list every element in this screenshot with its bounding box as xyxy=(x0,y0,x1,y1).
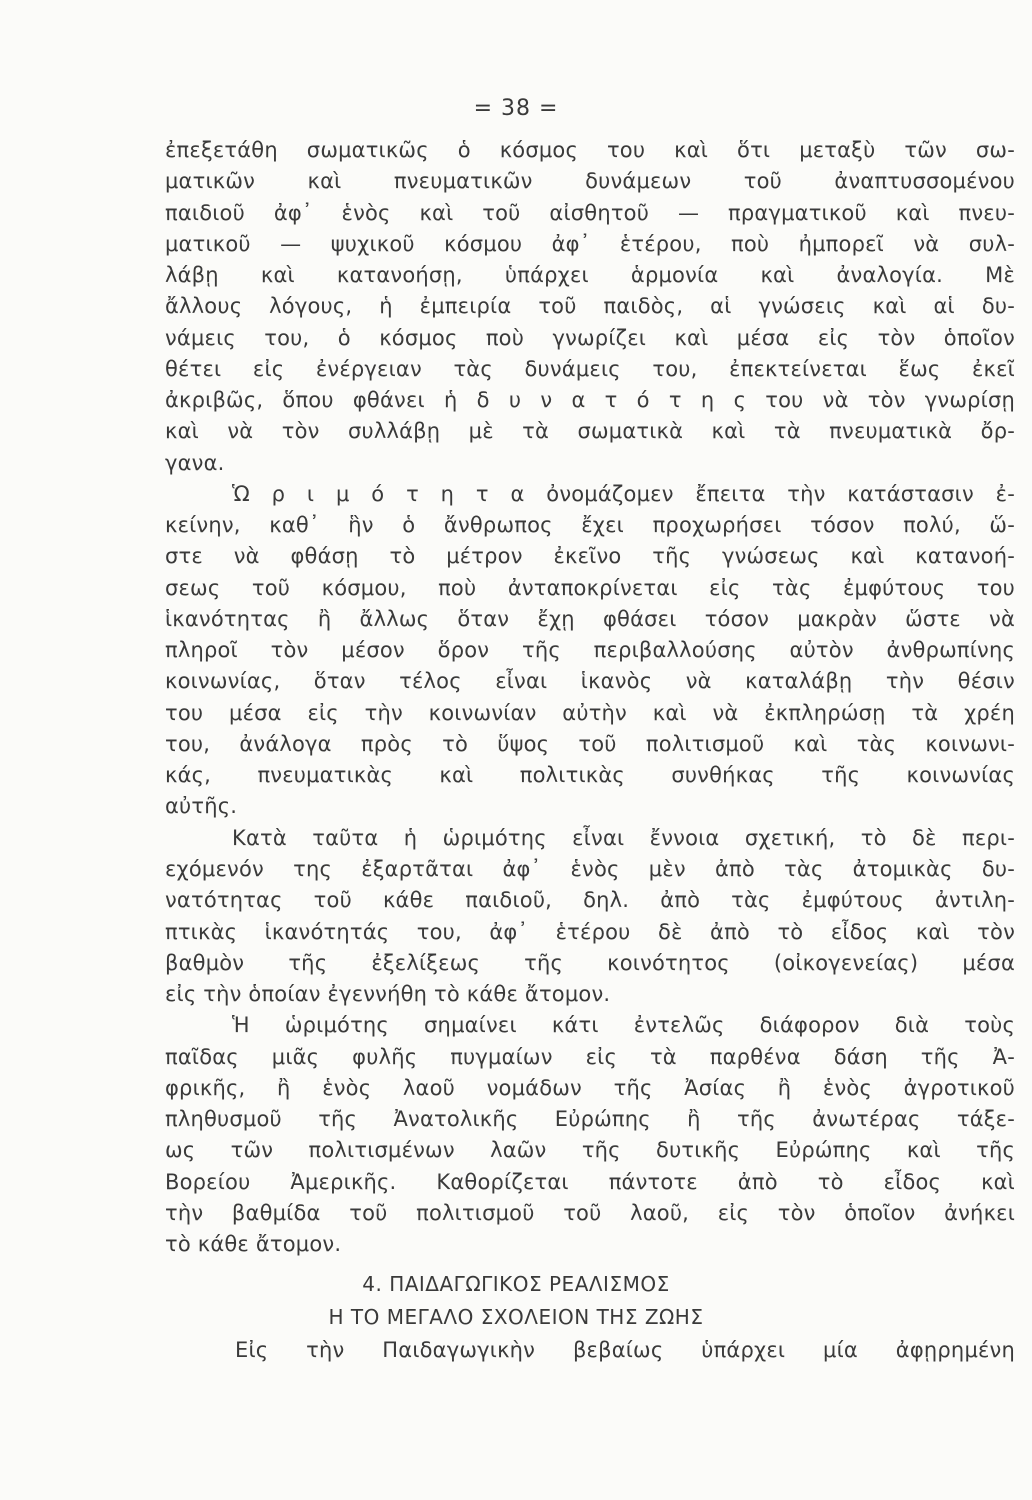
text-line: εχόμενόν της ἐξαρτᾶται ἀφ᾽ ἑνὸς μὲν ἀπὸ τὰς ἀτομικὰς δυ- xyxy=(165,856,1015,881)
text-line: τὴν βαθμίδα τοῦ πολιτισμοῦ τοῦ λαοῦ, εἰς τὸν ὁποῖον ἀνήκει xyxy=(165,1200,1015,1225)
text-line: ἄλλους λόγους, ἡ ἐμπειρία τοῦ παιδὸς, αἱ γνώσεις καὶ αἱ δυ- xyxy=(165,294,1015,319)
text-line: ματικῶν καὶ πνευματικῶν δυνάμεων τοῦ ἀναπτυσσομένου xyxy=(165,169,1015,194)
text-line: κείνην, καθ᾽ ἣν ὁ ἄνθρωπος ἔχει προχωρήσει τόσον πολύ, ὥ- xyxy=(165,513,1015,538)
text-line: ματικοῦ — ψυχικοῦ κόσμου ἀφ᾽ ἑτέρου, ποὺ ἠμπορεῖ νὰ συλ- xyxy=(165,231,1015,256)
text-line: ἱκανότητας ἢ ἄλλως ὅταν ἔχῃ φθάσει τόσον μακρὰν ὥστε νὰ xyxy=(165,606,1015,631)
text-line: ἀκριβῶς, ὅπου φθάνει ἡ δ υ ν α τ ό τ η ς του νὰ τὸν γνωρίσῃ xyxy=(165,388,1015,413)
text-line: πληροῖ τὸν μέσον ὅρον τῆς περιβαλλούσης αὐτὸν ἀνθρωπίνης xyxy=(165,638,1015,663)
text-line: πληθυσμοῦ τῆς Ἀνατολικῆς Εὐρώπης ἢ τῆς ἀνωτέρας τάξε- xyxy=(165,1107,1015,1132)
text-line: σεως τοῦ κόσμου, ποὺ ἀνταποκρίνεται εἰς τὰς ἐμφύτους του xyxy=(165,575,1015,600)
text-line: Βορείου Ἀμερικῆς. Καθορίζεται πάντοτε ἀπὸ τὸ εἶδος καὶ xyxy=(165,1169,1015,1194)
text-line: Ὡ ρ ι μ ό τ η τ α ὀνομάζομεν ἔπειτα τὴν κατάστασιν ἐ- xyxy=(232,481,1015,506)
final-text-line: Εἰς τὴν Παιδαγωγικὴν βεβαίως ὑπάρχει μία ἀφῃρημένη xyxy=(235,1338,1015,1362)
text-line: ως τῶν πολιτισμένων λαῶν τῆς δυτικῆς Εὐρώπης καὶ τῆς xyxy=(165,1138,1015,1163)
text-line: τὸ κάθε ἄτομον. xyxy=(165,1232,342,1257)
text-line: θέτει εἰς ἐνέργειαν τὰς δυνάμεις του, ἐπεκτείνεται ἕως ἐκεῖ xyxy=(165,356,1015,381)
text-line: Κατὰ ταῦτα ἡ ὡριμότης εἶναι ἔννοια σχετική, τὸ δὲ περι- xyxy=(232,825,1015,850)
text-line: φρικῆς, ἢ ἑνὸς λαοῦ νομάδων τῆς Ἀσίας ἢ ἑνὸς ἀγροτικοῦ xyxy=(165,1075,1015,1100)
text-line: εἰς τὴν ὁποίαν ἐγεννήθη τὸ κάθε ἄτομον. xyxy=(165,982,611,1007)
text-line: νάμεις του, ὁ κόσμος ποὺ γνωρίζει καὶ μέσα εἰς τὸν ὁποῖον xyxy=(165,325,1015,350)
section-heading-line-2: Η ΤΟ ΜΕΓΑΛΟ ΣΧΟΛΕΙΟΝ ΤΗΣ ΖΩΗΣ xyxy=(328,1305,704,1329)
text-line: παῖδας μιᾶς φυλῆς πυγμαίων εἰς τὰ παρθένα δάση τῆς Ἀ- xyxy=(165,1044,1015,1069)
text-line: παιδιοῦ ἀφ᾽ ἑνὸς καὶ τοῦ αἰσθητοῦ — πραγματικοῦ καὶ πνευ- xyxy=(165,200,1015,225)
text-line: στε νὰ φθάσῃ τὸ μέτρον ἐκεῖνο τῆς γνώσεως καὶ κατανοή- xyxy=(165,544,1015,569)
text-line: καὶ νὰ τὸν συλλάβῃ μὲ τὰ σωματικὰ καὶ τὰ πνευματικὰ ὄρ- xyxy=(165,419,1015,444)
text-line: κάς, πνευματικὰς καὶ πολιτικὰς συνθήκας τῆς κοινωνίας xyxy=(165,763,1015,788)
text-line: γανα. xyxy=(165,450,225,475)
text-line: νατότητας τοῦ κάθε παιδιοῦ, δηλ. ἀπὸ τὰς ἐμφύτους ἀντιλη- xyxy=(165,888,1015,913)
text-line: κοινωνίας, ὅταν τέλος εἶναι ἱκανὸς νὰ καταλάβῃ τὴν θέσιν xyxy=(165,669,1015,694)
page-number: = 38 = xyxy=(473,96,559,121)
text-line: αὐτῆς. xyxy=(165,794,238,819)
text-line: του, ἀνάλογα πρὸς τὸ ὕψος τοῦ πολιτισμοῦ καὶ τὰς κοινωνι- xyxy=(165,731,1015,756)
text-line: Ἡ ὡριμότης σημαίνει κάτι ἐντελῶς διάφορον διὰ τοὺς xyxy=(232,1013,1015,1038)
text-line: ἐπεξετάθη σωματικῶς ὁ κόσμος του καὶ ὅτι μεταξὺ τῶν σω- xyxy=(165,138,1015,162)
text-line: του μέσα εἰς τὴν κοινωνίαν αὐτὴν καὶ νὰ ἐκπληρώσῃ τὰ χρέη xyxy=(165,700,1015,725)
text-line: βαθμὸν τῆς ἐξελίξεως τῆς κοινότητος (οἰκογενείας) μέσα xyxy=(165,950,1015,975)
text-line: πτικὰς ἱκανότητάς του, ἀφ᾽ ἑτέρου δὲ ἀπὸ τὸ εἶδος καὶ τὸν xyxy=(165,919,1015,944)
section-heading-line-1: 4. ΠΑΙΔΑΓΩΓΙΚΟΣ ΡΕΑΛΙΣΜΟΣ xyxy=(362,1272,670,1296)
text-line: λάβῃ καὶ κατανοήσῃ, ὑπάρχει ἁρμονία καὶ ἀναλογία. Μὲ xyxy=(165,263,1015,288)
